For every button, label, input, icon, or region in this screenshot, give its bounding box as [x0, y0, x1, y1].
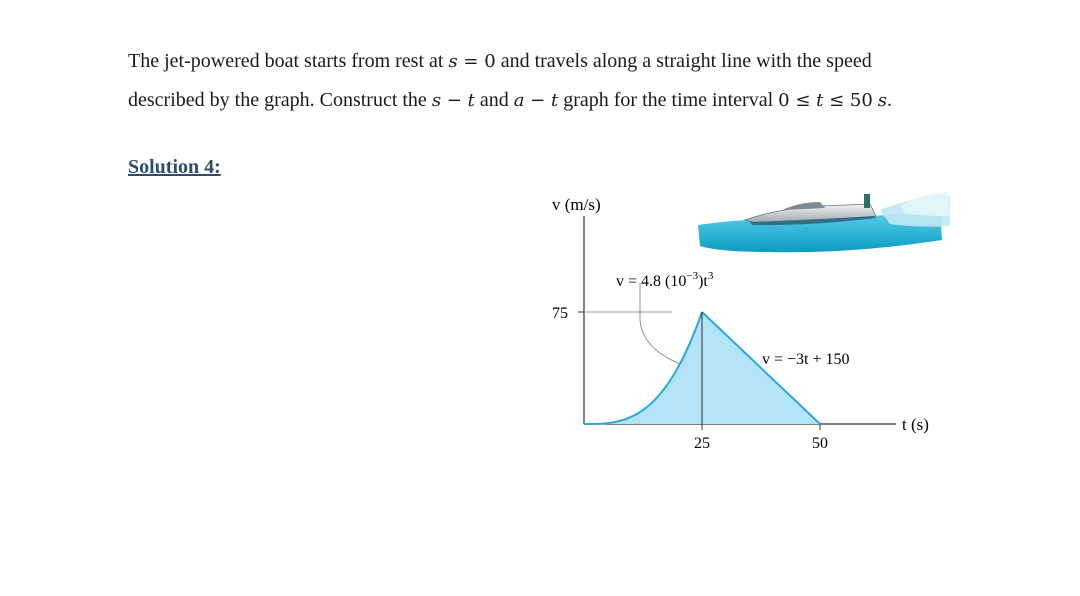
math-op: − — [441, 90, 468, 111]
text-run: graph for the time interval — [558, 89, 779, 111]
jet-boat-illustration — [698, 192, 950, 252]
solution-heading: Solution 4: — [128, 156, 221, 178]
text-run: and — [474, 89, 514, 111]
y-axis-label: v (m/s) — [552, 195, 601, 214]
math-num: 0 — [778, 90, 790, 111]
math-op: − — [524, 90, 551, 111]
velocity-time-graph — [520, 180, 950, 470]
x-tick-label: 50 — [812, 435, 828, 452]
cubic-curve-label — [616, 270, 714, 290]
math-var: t — [550, 90, 559, 111]
math-var: t — [467, 90, 475, 111]
text-run: The jet-powered boat starts from rest at — [128, 50, 449, 72]
math-var: s — [448, 51, 458, 72]
math-var: s — [877, 90, 888, 111]
problem-line-2 — [128, 81, 958, 120]
math-var: s — [431, 90, 442, 111]
text-run: . — [887, 89, 893, 111]
math-var: t — [816, 90, 824, 111]
cubic-label-exp: −3 — [686, 270, 699, 282]
math-op: ≤ — [823, 90, 850, 111]
cubic-label-main: v = 4.8 (10 — [616, 273, 687, 290]
math-op: ≤ — [789, 90, 817, 111]
x-axis-label: t (s) — [902, 415, 929, 434]
cubic-label-tail-exp: 3 — [707, 270, 714, 282]
x-tick-label: 25 — [694, 435, 710, 452]
label-leader — [640, 283, 680, 364]
math-num: 50 — [849, 90, 873, 111]
problem-line-1 — [128, 42, 958, 81]
linear-curve-label: v = −3t + 150 — [762, 351, 850, 368]
text-run: and travels along a straight line with the speed — [495, 50, 872, 72]
math-num: 0 — [484, 51, 496, 72]
text-run: described by the graph. Construct the — [128, 89, 432, 111]
math-var: a — [513, 90, 525, 111]
math-op: = — [457, 51, 485, 72]
y-tick-label: 75 — [552, 305, 568, 322]
problem-statement — [128, 42, 958, 120]
cubic-label-tail: )t — [698, 273, 708, 290]
